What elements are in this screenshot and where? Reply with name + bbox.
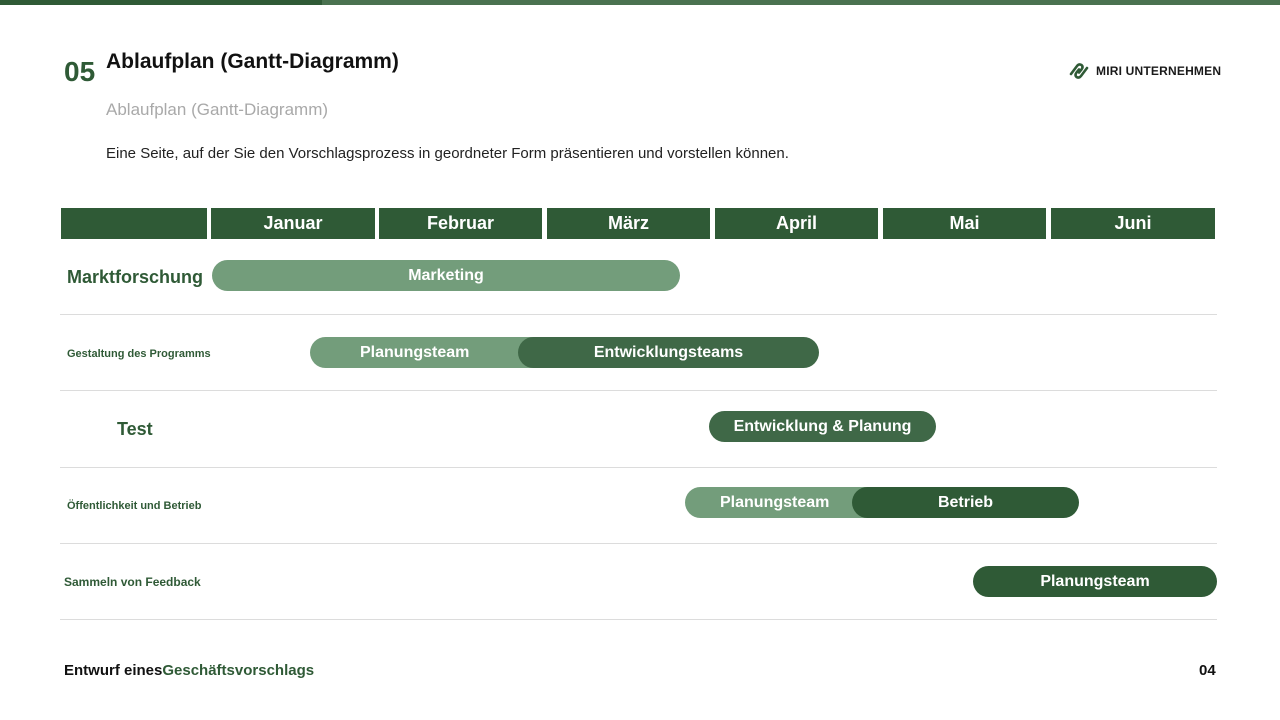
month-header-januar: Januar	[211, 208, 375, 239]
link-logo-icon	[1068, 61, 1090, 81]
gantt-bar-marketing: Marketing	[212, 260, 680, 291]
row-label-test: Test	[117, 419, 153, 439]
top-accent-bar	[0, 0, 1280, 5]
month-header-april: April	[715, 208, 878, 239]
gantt-header-corner	[61, 208, 207, 239]
row-divider	[60, 467, 1217, 468]
gantt-bar-entwicklungsteams: Entwicklungsteams	[518, 337, 819, 368]
gantt-bar-planungsteam: Planungsteam	[310, 337, 590, 368]
row-divider	[60, 390, 1217, 391]
row-divider	[60, 314, 1217, 315]
gantt-bar-entwicklung-planung: Entwicklung & Planung	[709, 411, 936, 442]
row-divider	[60, 619, 1217, 620]
page-title: Ablaufplan (Gantt-Diagramm)	[106, 50, 399, 73]
gantt-bar-planungsteam: Planungsteam	[973, 566, 1217, 597]
month-header-februar: Februar	[379, 208, 542, 239]
brand-logo	[1068, 61, 1221, 81]
row-divider	[60, 543, 1217, 544]
row-label-marktforschung: Marktforschung	[67, 267, 204, 287]
month-header-mai: Mai	[883, 208, 1046, 239]
gantt-bar-betrieb: Betrieb	[852, 487, 1079, 518]
section-number: 05	[64, 56, 96, 87]
page-number: 04	[1199, 662, 1216, 679]
month-header-juni: Juni	[1051, 208, 1215, 239]
page-description: Eine Seite, auf der Sie den Vorschlagsprozess in geordneter Form präsentieren und vorstellen können.	[106, 145, 789, 162]
row-label-gestaltung: Gestaltung des Programms	[67, 347, 211, 360]
page-subtitle: Ablaufplan (Gantt-Diagramm)	[106, 100, 329, 119]
footer-prefix: Entwurf eines	[64, 662, 163, 679]
footer-title	[64, 662, 314, 679]
brand-name: MIRI UNTERNEHMEN	[1096, 64, 1222, 78]
gantt-bar-planungsteam: Planungsteam	[685, 487, 905, 518]
footer-accent: Geschäftsvorschlags	[162, 662, 315, 679]
row-label-feedback: Sammeln von Feedback	[64, 574, 201, 589]
row-label-oeffentlichkeit: Öffentlichkeit und Betrieb	[67, 499, 202, 512]
month-header-maerz: März	[547, 208, 710, 239]
